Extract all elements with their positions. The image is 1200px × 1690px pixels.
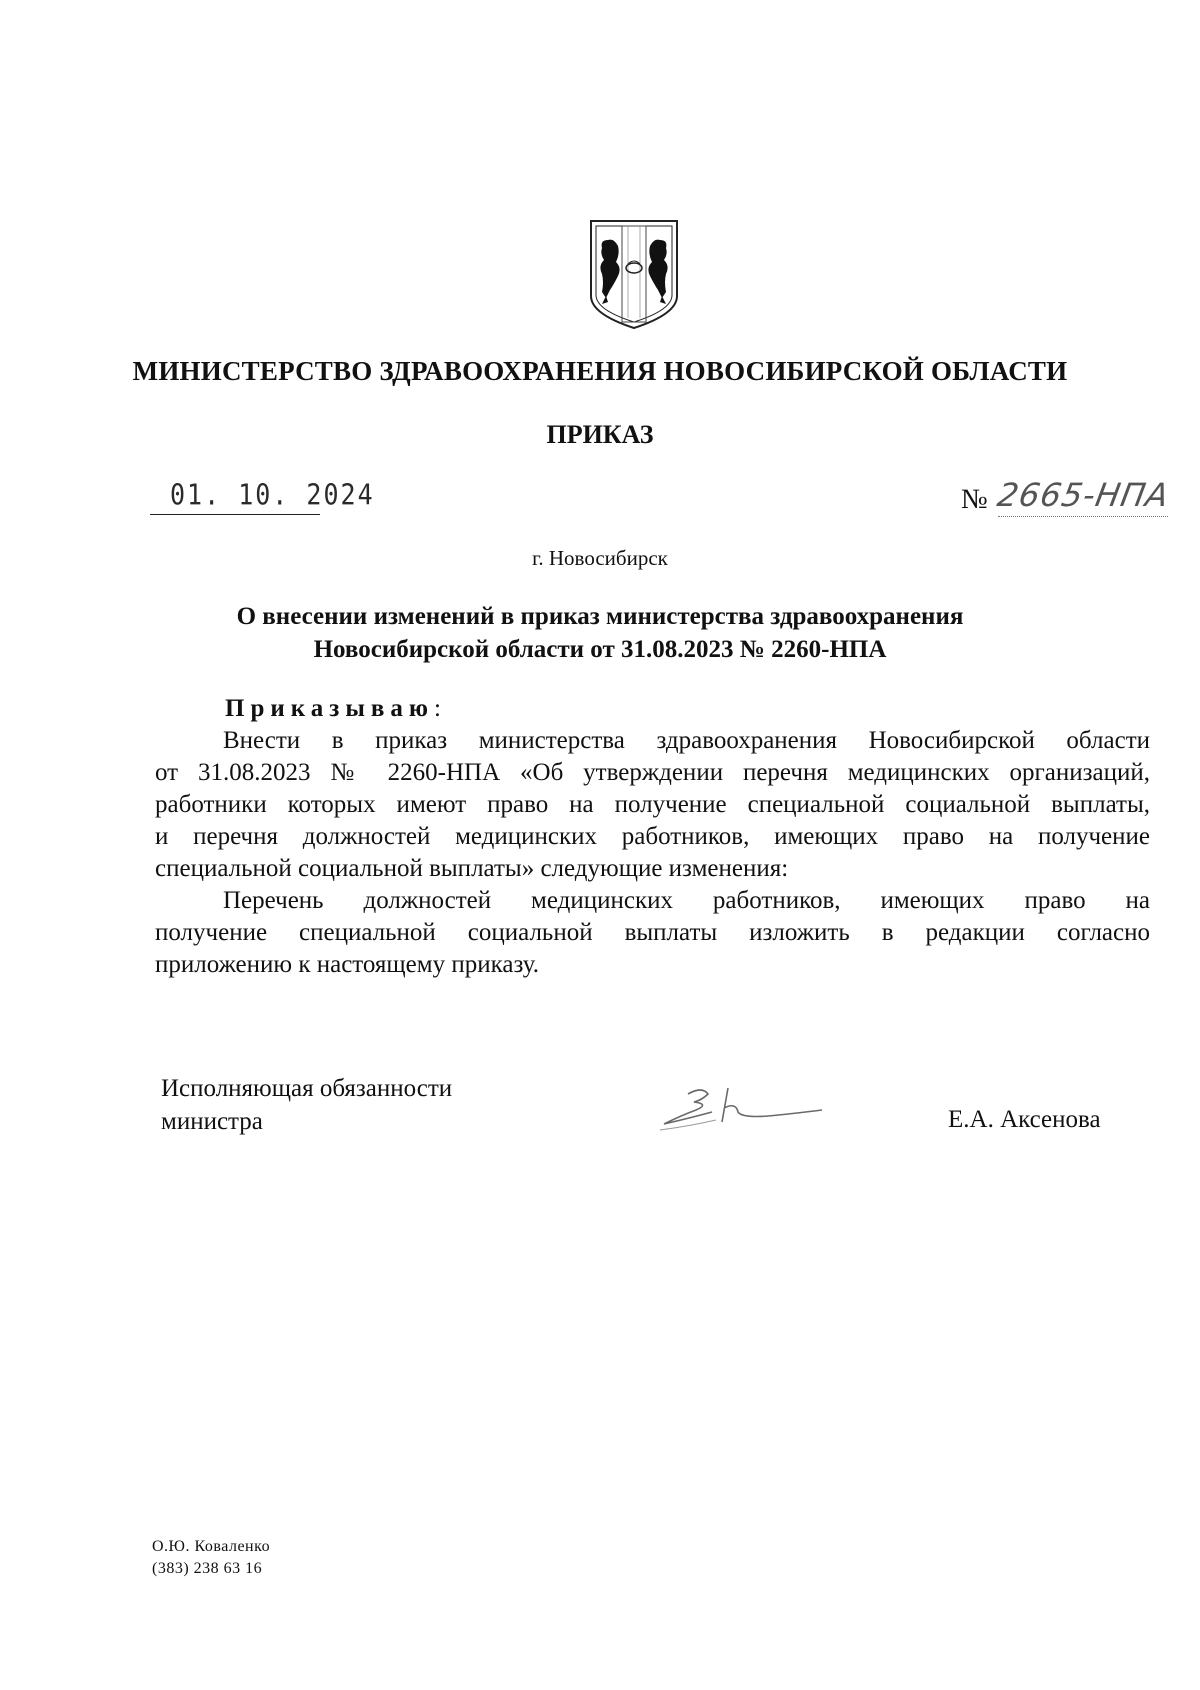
coat-of-arms-icon bbox=[588, 218, 680, 330]
executor-info bbox=[152, 1536, 270, 1580]
role-line: министра bbox=[161, 1108, 263, 1135]
paragraph-line: специальной социальной выплаты» следующие изменения: bbox=[155, 855, 789, 882]
number-label: № bbox=[961, 484, 988, 515]
signatory-name: Е.А. Аксенова bbox=[948, 1106, 1101, 1133]
paragraph-line: Перечень должностей медицинских работников, имеющих право на bbox=[223, 887, 1150, 914]
document-type: ПРИКАЗ bbox=[546, 420, 654, 449]
signatory-role bbox=[161, 1072, 452, 1138]
order-colon: : bbox=[433, 695, 441, 722]
document-number: 2665-НПА bbox=[994, 476, 1173, 514]
order-word bbox=[225, 693, 441, 725]
subject-line: О внесении изменений в приказ министерства здравоохранения bbox=[236, 603, 964, 630]
paragraph-line: Внести в приказ министерства здравоохранения Новосибирской области bbox=[223, 727, 1150, 754]
document-date: 01. 10. 2024 bbox=[170, 478, 375, 512]
paragraph-line: работники которых имеют право на получение специальной социальной выплаты, bbox=[155, 791, 1150, 818]
ministry-title: МИНИСТЕРСТВО ЗДРАВООХРАНЕНИЯ НОВОСИБИРСКОЙ ОБЛАСТИ bbox=[132, 356, 1068, 386]
handwritten-signature bbox=[650, 1072, 830, 1142]
order-word-text: Приказываю bbox=[225, 695, 434, 722]
document-subject bbox=[100, 600, 1100, 666]
subject-line: Новосибирской области от 31.08.2023 № 2260-НПА bbox=[313, 636, 887, 663]
executor-name: О.Ю. Коваленко bbox=[152, 1538, 271, 1555]
document-number-field bbox=[994, 476, 1173, 517]
executor-phone: (383) 238 63 16 bbox=[152, 1560, 263, 1577]
paragraph-line: получение специальной социальной выплаты изложить в редакции согласно bbox=[155, 919, 1150, 946]
paragraph-line: от 31.08.2023 № 2260-НПА «Об утверждении перечня медицинских организаций, bbox=[155, 759, 1150, 786]
city: г. Новосибирск bbox=[532, 546, 668, 570]
role-line: Исполняющая обязанности bbox=[161, 1075, 453, 1102]
paragraph-line: приложению к настоящему приказу. bbox=[155, 951, 540, 978]
paragraph-line: и перечня должностей медицинских работников, имеющих право на получение bbox=[155, 823, 1150, 850]
document-date-field bbox=[150, 478, 375, 515]
